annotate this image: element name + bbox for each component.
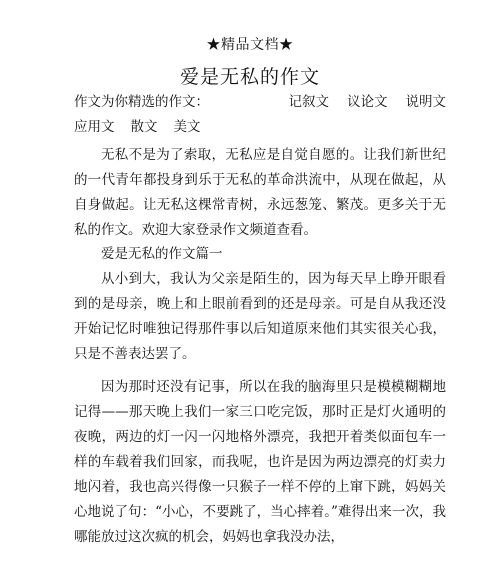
intro-paragraph: 无私不是为了索取，无私应是自觉自愿的。让我们新世纪的一代青年都投身到乐于无私的革命洪流中，从现在做起，从自身做起。让无私这棵常青树，永远葱笼、繁茂。更多关于无私的作文。欢迎大家登录作文频道查看。 (74, 147, 446, 238)
category-row (74, 117, 446, 137)
category-group (289, 92, 447, 112)
body-paragraph: 因为那时还没有记事，所以在我的脑海里只是模模糊糊地记得——那天晚上我们一家三口吃完饭，那时正是灯火通明的夜晚，两边的灯一闪一闪地格外漂亮，我把开着类似面包车一样的车载着我们回家，而我呢，也许是因为两边漂亮的灯卖力地闪着，我也高兴得像一只猴子一样不停的上窜下跳，妈妈关心地说了句：“小心，不要跳了，当心摔着。”难得出来一次，我哪能放过这次疯的机会，妈妈也拿我没办法， (74, 379, 446, 545)
page-title: 爱是无私的作文 (179, 66, 320, 88)
body-paragraph: 从小到大，我认为父亲是陌生的，因为每天早上睁开眼看到的是母亲，晚上和上眼前看到的还是母亲。可是自从我还没开始记忆时唯独记得那件事以后知道原来他们其实很关心我，只是不善表达罢了。 (74, 271, 446, 362)
category-row (74, 92, 446, 112)
intro-label: 作文为你精选的作文： (74, 94, 209, 110)
category-link[interactable]: 应用文 (74, 119, 115, 135)
section-heading: 爱是无私的作文篇一 (101, 246, 223, 262)
category-link[interactable]: 散文 (130, 119, 158, 135)
document-banner: ★精品文档★ (206, 37, 294, 53)
category-link[interactable]: 美文 (173, 119, 201, 135)
category-link[interactable]: 说明文 (405, 94, 446, 110)
category-link[interactable]: 记叙文 (288, 94, 329, 110)
category-link[interactable]: 议论文 (347, 94, 388, 110)
